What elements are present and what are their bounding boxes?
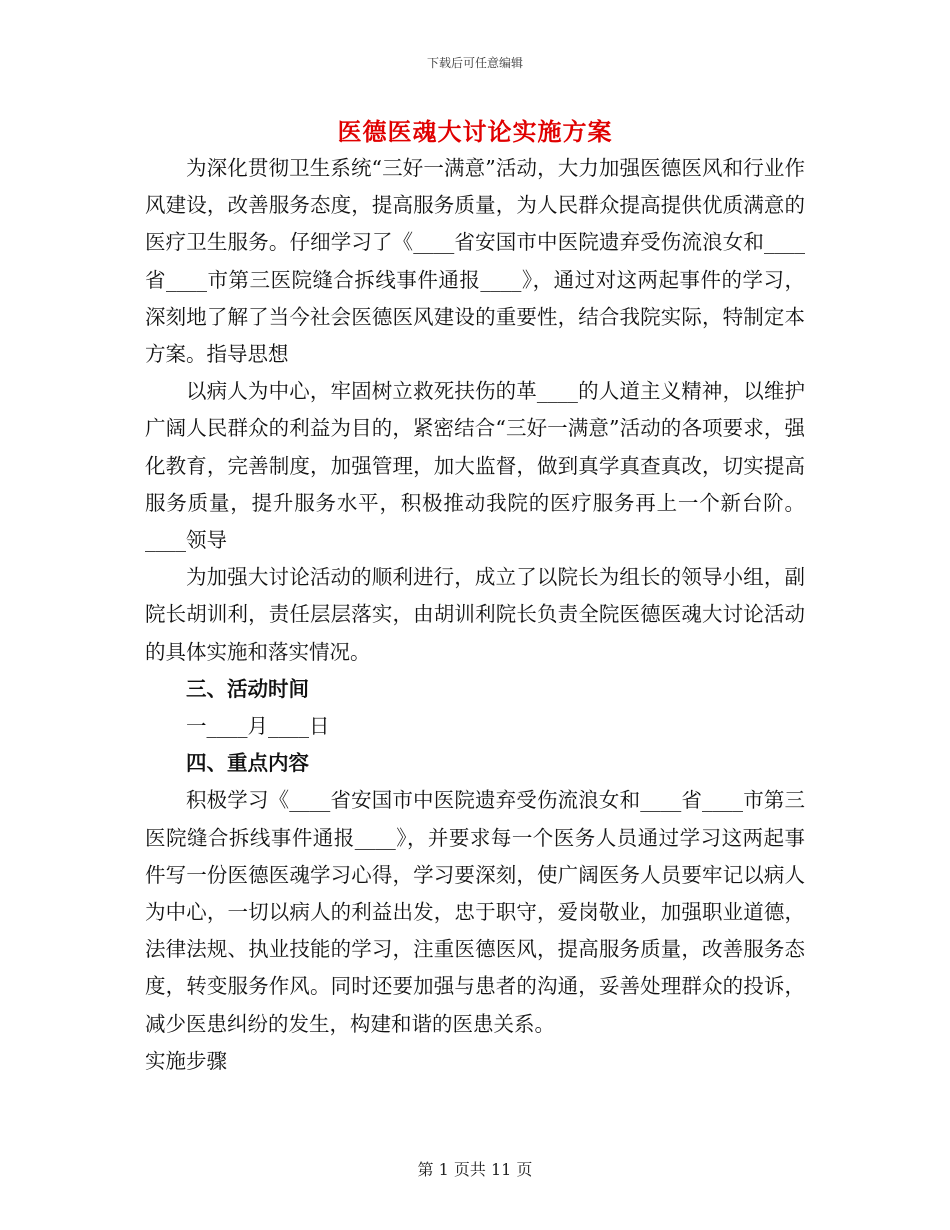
paragraph-steps: 实施步骤 xyxy=(145,1048,227,1073)
section-heading-content: 四、重点内容 xyxy=(186,751,309,776)
document-body xyxy=(145,150,805,1080)
paragraph-intro: 为深化贯彻卫生系统“三好一满意”活动，大力加强医德医风和行业作风建设，改善服务态度，提高服务质量，为人民群众提高提供优质满意的医疗卫生服务。仔细学习了《____省安国市中医院遗弃受伤流浪女和____省____市第三医院缝合拆线事件通报____》，通过对这两起事件的学习，深刻地了解了当今社会医德医风建设的重要性，结合我院实际，特制定本方案。指导思想 xyxy=(145,156,805,367)
paragraph-time-value: 一____月____日 xyxy=(186,714,330,739)
paragraph-leadership: 为加强大讨论活动的顺利进行，成立了以院长为组长的领导小组，副院长胡训利，责任层层落实，由胡训利院长负责全院医德医魂大讨论活动的具体实施和落实情况。 xyxy=(145,565,805,664)
paragraph-content: 积极学习《____省安国市中医院遗弃受伤流浪女和____省____市第三医院缝合拆线事件通报____》，并要求每一个医务人员通过学习这两起事件写一份医德医魂学习心得，学习要深刻，使广阔医务人员要牢记以病人为中心，一切以病人的利益出发，忠于职守，爱岗敬业，加强职业道德，法律法规、执业技能的学习，注重医德医风，提高服务质量，改善服务态度，转变服务作风。同时还要加强与患者的沟通，妥善处理群众的投诉，减少医患纠纷的发生，构建和谐的医患关系。 xyxy=(145,788,805,1036)
header-note: 下载后可任意编辑 xyxy=(426,56,523,70)
paragraph-guiding: 以病人为中心，牢固树立救死扶伤的革____的人道主义精神，以维护广阔人民群众的利益为目的，紧密结合“三好一满意”活动的各项要求，强化教育，完善制度，加强管理，加大监督，做到真学真查真改，切实提高服务质量，提升服务水平，积极推动我院的医疗服务再上一个新台阶。____领导 xyxy=(145,379,805,553)
section-heading-time: 三、活动时间 xyxy=(186,676,309,701)
document-title: 医德医魂大讨论实施方案 xyxy=(337,117,613,146)
page-footer: 第 1 页共 11 页 xyxy=(417,1160,533,1179)
